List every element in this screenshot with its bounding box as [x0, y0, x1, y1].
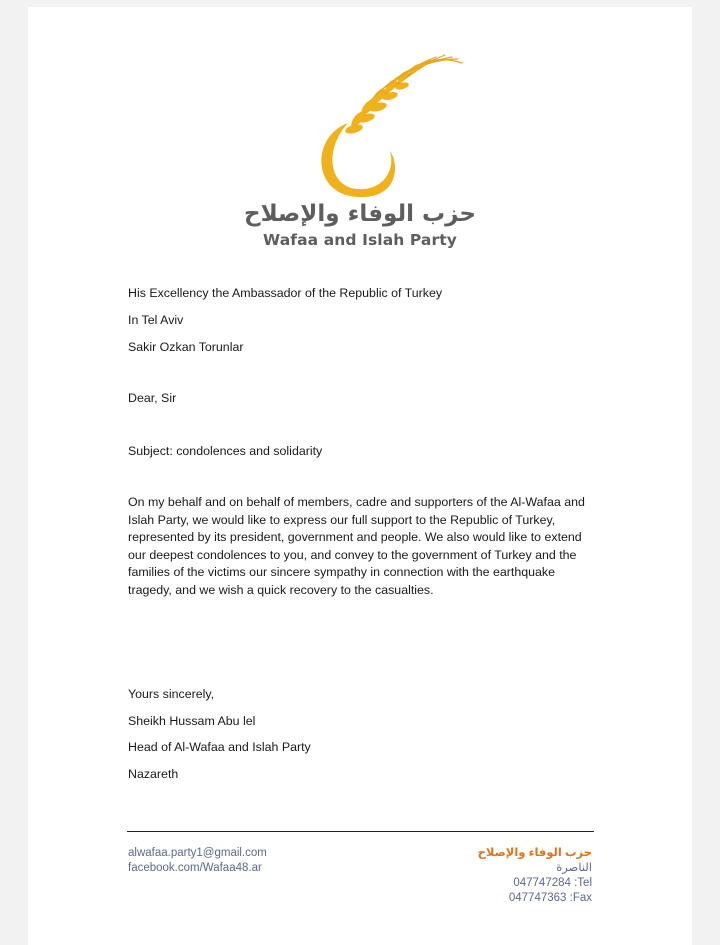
footer-fax: 047747363 :Fax	[508, 892, 592, 904]
body-line: On my behalf and on behalf of members, cadre and supporters of the Al-Wafaa and	[128, 495, 585, 509]
subject-line: Subject: condolences and solidarity	[128, 444, 323, 458]
body-line: our deepest condolences to you, and convey to the government of Turkey and the	[128, 547, 577, 562]
logo-english-name: Wafaa and Islah Party	[263, 231, 457, 249]
logo-arabic-name: حزب الوفاء والإصلاح	[244, 201, 476, 227]
footer-arabic-name: حزب الوفاء والإصلاح	[477, 847, 592, 859]
footer-contact-left	[128, 846, 267, 876]
footer-email[interactable]: alwafaa.party1@gmail.com	[128, 847, 267, 859]
footer-arabic-city: الناصرة	[556, 862, 592, 874]
footer-tel: 047747284 :Tel	[513, 877, 592, 889]
recipient-line-3: Sakir Ozkan Torunlar	[128, 340, 244, 354]
signer-name: Sheikh Hussam Abu lel	[128, 714, 256, 728]
salutation: Dear, Sir	[128, 391, 177, 405]
party-logo	[230, 45, 490, 257]
body-line: tragedy, and we wish a quick recovery to the casualties.	[128, 582, 434, 597]
valediction: Yours sincerely,	[128, 687, 215, 701]
letter-body	[128, 494, 598, 600]
wheat-logo-icon	[230, 45, 490, 205]
letter-page	[28, 7, 692, 945]
footer-facebook[interactable]: facebook.com/Wafaa48.ar	[128, 862, 262, 874]
recipient-line-1: His Excellency the Ambassador of the Republic of Turkey	[128, 286, 443, 300]
body-line: families of the victims our sincere sympathy in connection with the earthquake	[128, 565, 555, 580]
footer-divider	[127, 831, 594, 832]
body-line: represented by its president, government and people. We also would like to extend	[128, 530, 582, 545]
signer-city: Nazareth	[128, 767, 179, 781]
signer-title: Head of Al-Wafaa and Islah Party	[128, 740, 311, 754]
footer-contact-right	[478, 846, 592, 906]
recipient-line-2: In Tel Aviv	[128, 313, 184, 327]
body-line: Islah Party, we would like to express our full support to the Republic of Turkey,	[128, 512, 556, 527]
